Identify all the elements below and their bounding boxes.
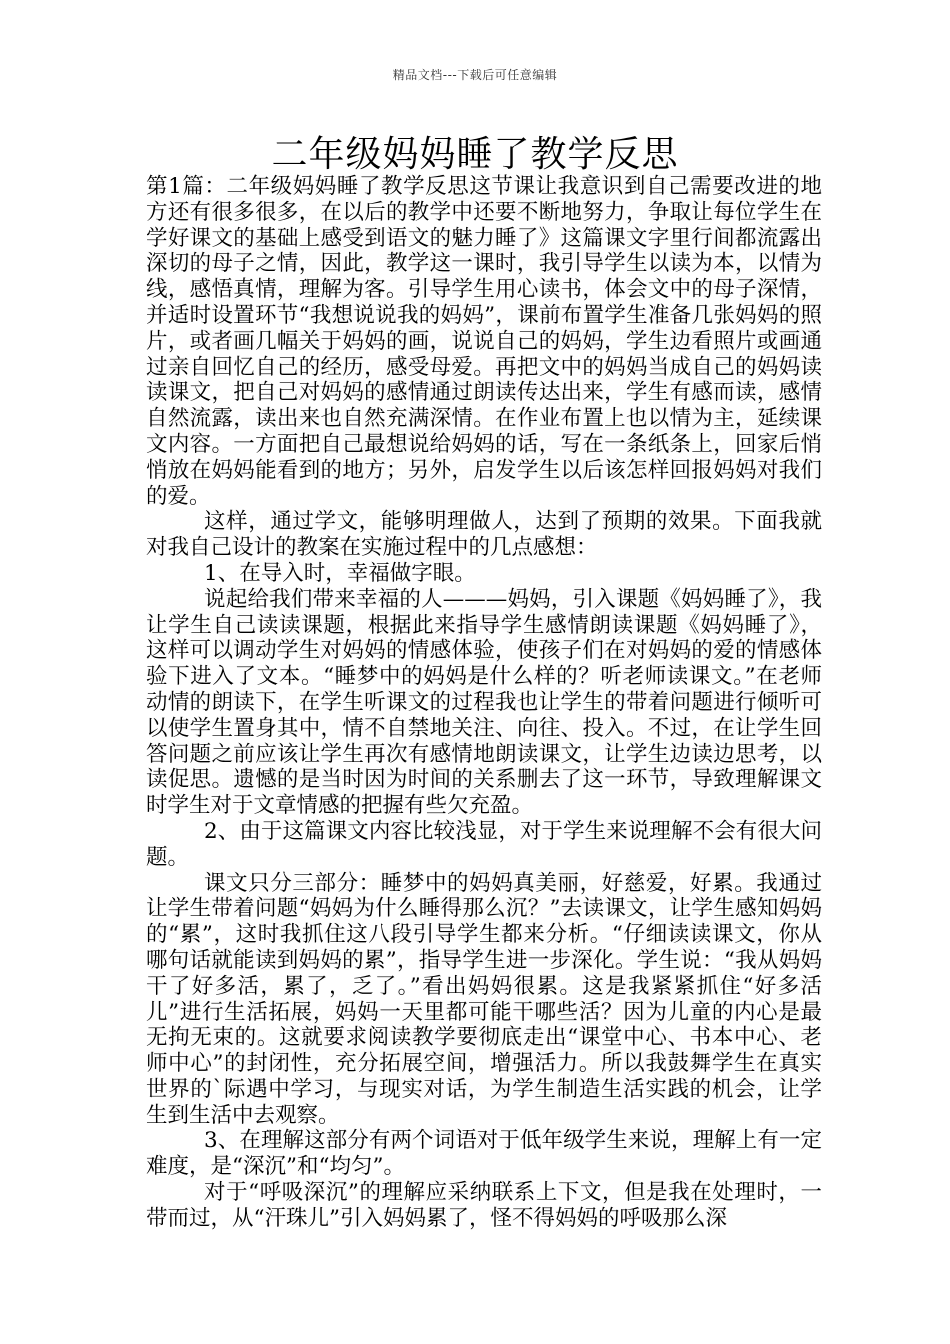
paragraph: 2、由于这篇课文内容比较浅显，对于学生来说理解不会有很大问题。: [146, 818, 822, 870]
paragraph: 课文只分三部分：睡梦中的妈妈真美丽，好慈爱，好累。我通过让学生带着问题“妈妈为什么睡得那么沉？”去读课文，让学生感知妈妈的“累”，这时我抓住这八段引导学生都来分析。“仔细读读课文，你从哪句话就能读到妈妈的累”，指导学生进一步深化。学生说：“我从妈妈干了好多活，累了，乏了。”看出妈妈很累。这是我紧紧抓住“好多活儿”进行生活拓展，妈妈一天里都可能干哪些活？因为儿童的内心是最无拘无束的。这就要求阅读教学要彻底走出“课堂中心、书本中心、老师中心”的封闭性，充分拓展空间，增强活力。所以我鼓舞学生在真实世界的`际遇中学习，与现实对话，为学生制造生活实践的机会，让学生到生活中去观察。: [146, 870, 822, 1128]
paragraph: 说起给我们带来幸福的人———妈妈，引入课题《妈妈睡了》，我让学生自己读读课题，根据此来指导学生感情朗读课题《妈妈睡了》，这样可以调动学生对妈妈的情感体验，使孩子们在对妈妈的爱的情感体验下进入了文本。“睡梦中的妈妈是什么样的？听老师读课文。”在老师动情的朗读下，在学生听课文的过程我也让学生的带着问题进行倾听可以使学生置身其中，情不自禁地关注、向往、投入。不过，在让学生回答问题之前应该让学生再次有感情地朗读课文，让学生边读边思考，以读促思。遗憾的是当时因为时间的关系删去了这一环节，导致理解课文时学生对于文章情感的把握有些欠充盈。: [146, 586, 822, 819]
paragraph: 对于“呼吸深沉”的理解应采纳联系上下文，但是我在处理时，一带而过，从“汗珠儿”引入妈妈累了，怪不得妈妈的呼吸那么深: [146, 1180, 822, 1231]
document-title: 二年级妈妈睡了教学反思: [271, 134, 679, 175]
paragraph: 1、在导入时，幸福做字眼。: [204, 560, 476, 586]
header-note: 精品文档---下载后可任意编辑: [392, 68, 558, 82]
document-body: [146, 174, 822, 1232]
paragraph: 第1篇：二年级妈妈睡了教学反思这节课让我意识到自己需要改进的地方还有很多很多，在以后的教学中还要不断地努力，争取让每位学生在学好课文的基础上感受到语文的魅力睡了》这篇课文字里行间都流露出深切的母子之情，因此，教学这一课时，我引导学生以读为本，以情为线，感悟真情，理解为客。引导学生用心读书，体会文中的母子深情，并适时设置环节“我想说说我的妈妈”，课前布置学生准备几张妈妈的照片，或者画几幅关于妈妈的画，说说自己的妈妈，学生边看照片或画通过亲自回忆自己的经历，感受母爱。再把文中的妈妈当成自己的妈妈读读课文，把自己对妈妈的感情通过朗读传达出来，学生有感而读，感情自然流露，读出来也自然充满深情。在作业布置上也以情为主，延续课文内容。一方面把自己最想说给妈妈的话，写在一条纸条上，回家后悄悄放在妈妈能看到的地方；另外，启发学生以后该怎样回报妈妈对我们的爱。: [146, 174, 822, 509]
paragraph: 3、在理解这部分有两个词语对于低年级学生来说，理解上有一定难度，是“深沉”和“均匀”。: [146, 1128, 822, 1180]
paragraph: 这样，通过学文，能够明理做人，达到了预期的效果。下面我就对我自己设计的教案在实施过程中的几点感想：: [146, 509, 822, 561]
